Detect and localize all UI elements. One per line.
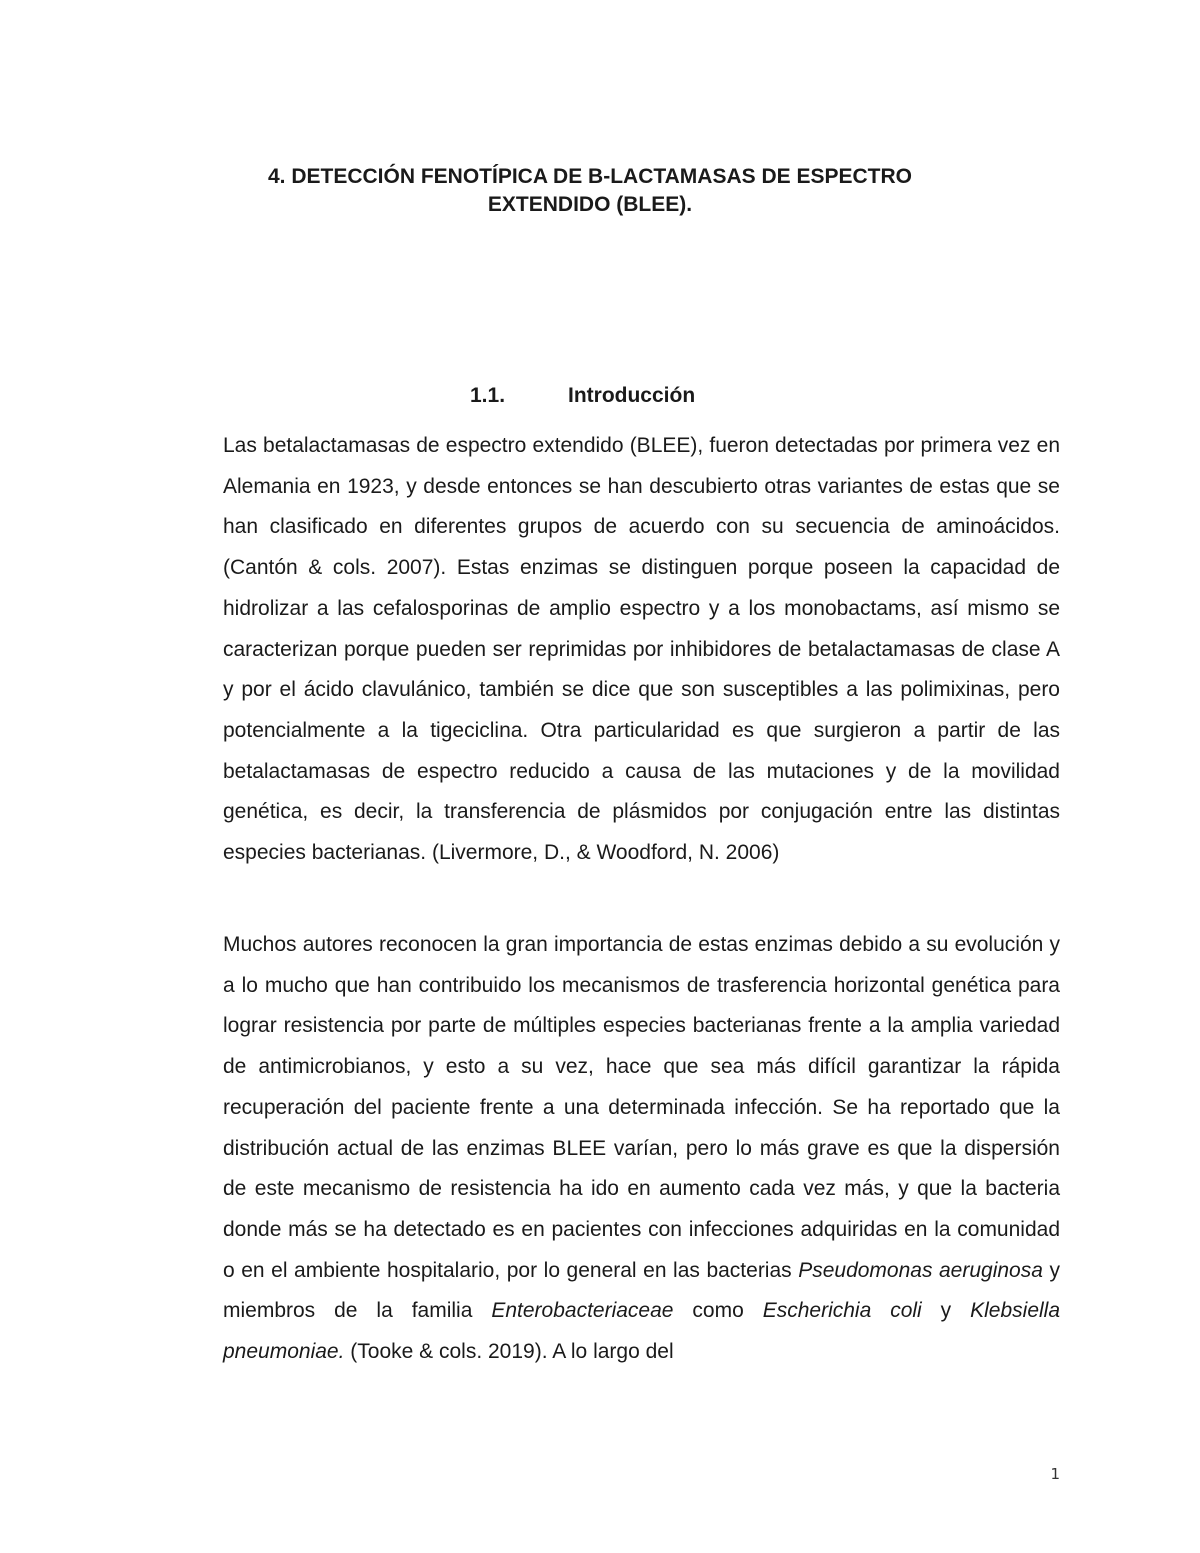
- page-number: 1: [1050, 1465, 1060, 1483]
- family-enterobacteriaceae: Enterobacteriaceae: [491, 1299, 674, 1323]
- section-heading: [470, 382, 695, 410]
- paragraph-2-text-2: y miembros de la familia: [223, 1258, 1060, 1323]
- paragraph-2-text-5: (Tooke & cols. 2019). A lo largo del: [344, 1340, 674, 1364]
- paragraph-2-text-4: y: [921, 1299, 971, 1323]
- paragraph-2-text-3: como: [673, 1299, 763, 1323]
- species-pseudomonas: Pseudomonas aeruginosa: [798, 1258, 1043, 1282]
- paragraph-2-text-1: Muchos autores reconocen la gran importancia de estas enzimas debido a su evolución y a lo mucho que han contribuido los mecanismos de trasferencia horizontal genética para lograr resistencia por parte de múltiples especies bacterianas frente a la amplia variedad de antimicrobianos, y esto a su vez, hace que sea más difícil garantizar la rápida recuperación del paciente frente a una determinada infección. Se ha reportado que la distribución actual de las enzimas BLEE varían, pero lo más grave es que la dispersión de este mecanismo de resistencia ha ido en aumento cada vez más, y que la bacteria donde más se ha detectado es en pacientes con infecciones adquiridas en la comunidad o en el ambiente hospitalario, por lo general en las bacterias: [223, 933, 1060, 1282]
- title-line-1: 4. DETECCIÓN FENOTÍPICA DE B-LACTAMASAS DE ESPECTRO: [267, 165, 913, 188]
- paragraph-2: [223, 925, 1060, 1373]
- title-line-2: EXTENDIDO (BLEE).: [487, 193, 693, 216]
- document-title: [150, 163, 1030, 219]
- paragraph-1: Las betalactamasas de espectro extendido (BLEE), fueron detectadas por primera vez en Alemania en 1923, y desde entonces se han descubierto otras variantes de estas que se han clasificado en diferentes grupos de acuerdo con su secuencia de aminoácidos. (Cantón & cols. 2007). Estas enzimas se distinguen porque poseen la capacidad de hidrolizar a las cefalosporinas de amplio espectro y a los monobactams, así mismo se caracterizan porque pueden ser reprimidas por inhibidores de betalactamasas de clase A y por el ácido clavulánico, también se dice que son susceptibles a las polimixinas, pero potencialmente a la tigeciclina. Otra particularidad es que surgieron a partir de las betalactamasas de espectro reducido a causa de las mutaciones y de la movilidad genética, es decir, la transferencia de plásmidos por conjugación entre las distintas especies bacterianas. (Livermore, D., & Woodford, N. 2006): [223, 434, 1060, 865]
- species-klebsiella: Klebsiella pneumoniae.: [223, 1299, 1061, 1364]
- section-number: 1.1.: [470, 384, 506, 407]
- section-title: Introducción: [568, 384, 696, 407]
- species-escherichia: Escherichia coli: [762, 1299, 922, 1323]
